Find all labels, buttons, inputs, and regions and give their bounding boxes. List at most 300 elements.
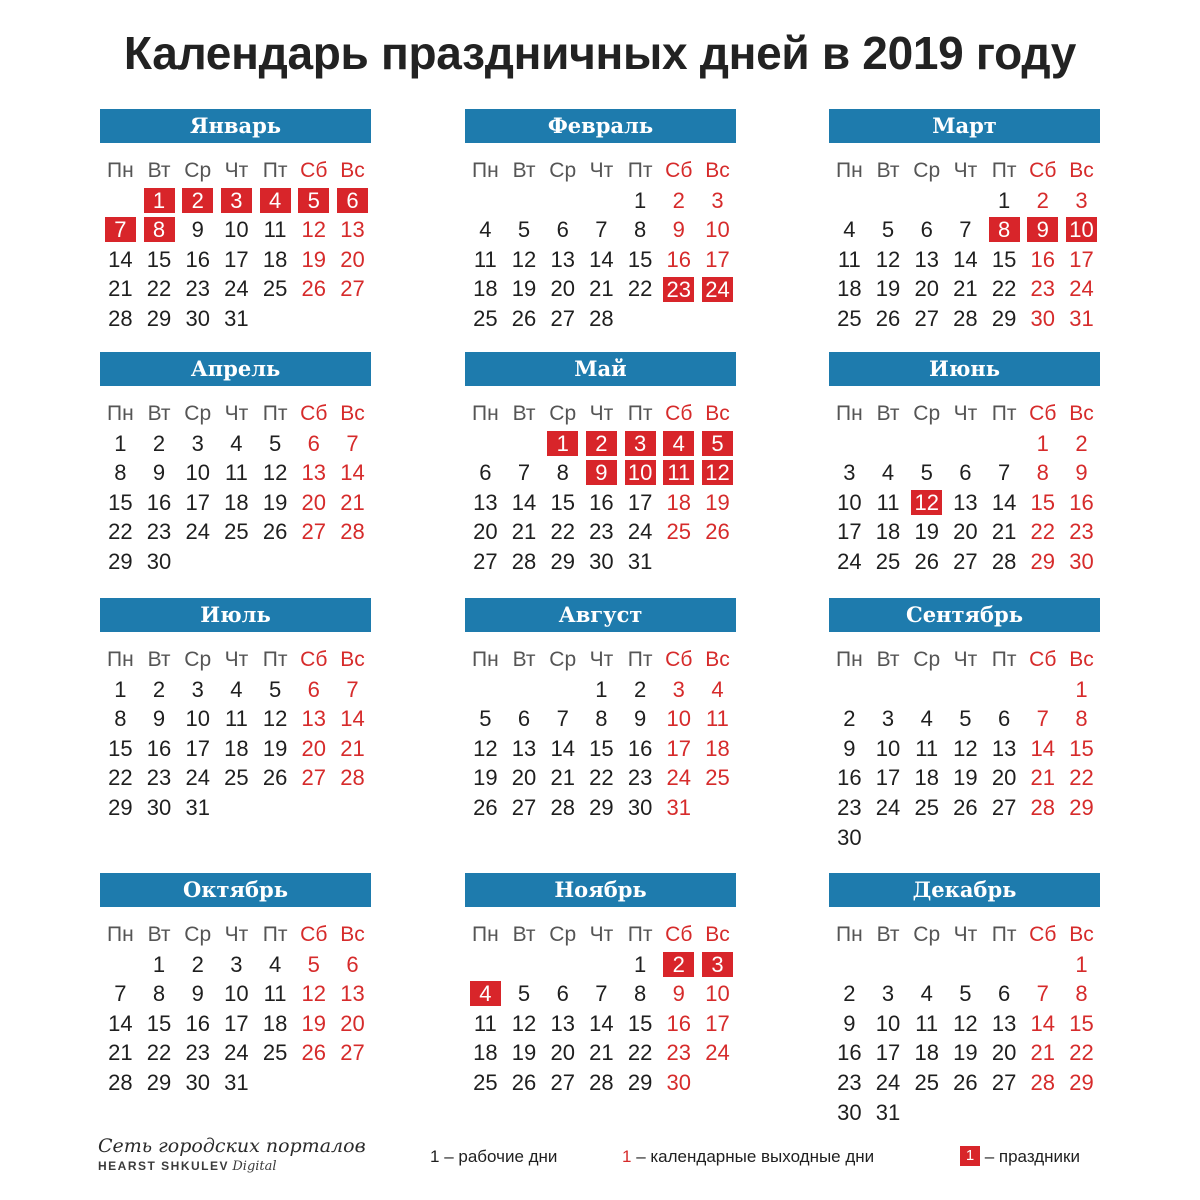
- weekend-day: 14: [340, 706, 365, 732]
- work-day: 8: [633, 217, 647, 243]
- work-day: 20: [991, 765, 1017, 791]
- weekend-day: 15: [1069, 735, 1094, 761]
- weekday-label: Ср: [913, 923, 941, 946]
- month-title: Август: [465, 598, 736, 632]
- empty-cell: [101, 186, 140, 216]
- weekend-day: 2: [1075, 430, 1088, 456]
- legend-weekend-label: – календарные выходные дни: [631, 1147, 875, 1166]
- weekend-day: 26: [301, 276, 327, 302]
- holiday-day: 4: [466, 979, 505, 1009]
- work-day: 17: [875, 765, 901, 791]
- work-day: 15: [627, 246, 653, 272]
- work-day: 5: [881, 217, 895, 243]
- work-day: 25: [262, 276, 288, 302]
- weekend-day: 30: [666, 1069, 692, 1095]
- weekday-label: Чт: [953, 923, 978, 946]
- work-day: 19: [953, 765, 978, 791]
- month-title: Май: [465, 352, 736, 386]
- work-day: 5: [268, 430, 282, 456]
- work-day: 29: [627, 1069, 653, 1095]
- weekday-label: Ср: [549, 159, 577, 182]
- work-day: 2: [152, 430, 166, 456]
- work-day: 14: [953, 246, 978, 272]
- work-day: 27: [914, 305, 939, 331]
- weekday-label: Пн: [106, 402, 134, 425]
- holiday-day: 11: [659, 458, 698, 488]
- holiday-day: 3: [698, 950, 737, 980]
- empty-cell: [869, 675, 908, 705]
- weekday-label: Пн: [471, 402, 499, 425]
- work-day: 26: [473, 794, 498, 820]
- work-day: 2: [633, 676, 647, 702]
- work-day: 7: [997, 460, 1011, 486]
- empty-cell: [466, 429, 505, 459]
- work-day: 30: [146, 794, 172, 820]
- work-day: 28: [108, 1069, 133, 1095]
- work-day: 29: [108, 548, 133, 574]
- work-day: 13: [511, 735, 537, 761]
- work-day: 20: [550, 1040, 575, 1066]
- weekend-day: 22: [1069, 1040, 1094, 1066]
- work-day: 4: [230, 676, 243, 702]
- work-day: 7: [556, 706, 569, 732]
- weekend-day: 21: [1030, 1040, 1056, 1066]
- weekend-day: 13: [301, 706, 327, 732]
- work-day: 20: [991, 1040, 1017, 1066]
- work-day: 18: [262, 1010, 288, 1036]
- work-day: 24: [837, 548, 862, 574]
- weekday-label: Чт: [953, 402, 978, 425]
- empty-cell: [907, 186, 946, 216]
- work-day: 14: [108, 1010, 133, 1036]
- holiday-day: 23: [659, 274, 698, 304]
- weekend-day: 19: [301, 1010, 327, 1036]
- work-day: 25: [262, 1040, 288, 1066]
- weekday-label: Пн: [471, 159, 499, 182]
- work-day: 3: [843, 460, 856, 486]
- weekday-label: Вс: [705, 402, 730, 425]
- weekend-day: 3: [672, 676, 685, 702]
- weekend-day: 12: [301, 217, 327, 243]
- work-day: 6: [920, 217, 933, 243]
- empty-cell: [830, 429, 869, 459]
- month-days-grid: [829, 399, 1100, 577]
- work-day: 13: [550, 246, 575, 272]
- work-day: 6: [556, 217, 569, 243]
- weekend-day: 15: [1030, 489, 1056, 515]
- work-day: 20: [550, 276, 575, 302]
- work-day: 17: [224, 1010, 249, 1036]
- work-day: 18: [914, 1040, 939, 1066]
- weekend-day: 29: [1069, 1069, 1094, 1095]
- empty-cell: [466, 950, 505, 980]
- empty-cell: [907, 950, 946, 980]
- work-day: 28: [589, 1069, 614, 1095]
- month-block: [829, 352, 1100, 577]
- work-day: 9: [191, 981, 204, 1007]
- weekday-label: Пн: [106, 923, 134, 946]
- weekend-day: 2: [672, 187, 685, 213]
- weekend-day: 11: [706, 706, 729, 732]
- weekend-day: 16: [1030, 246, 1056, 272]
- weekday-label: Вт: [512, 159, 536, 182]
- work-day: 29: [146, 1069, 172, 1095]
- weekend-day: 26: [705, 519, 730, 545]
- weekday-label: Вт: [147, 402, 171, 425]
- weekend-day: 26: [301, 1040, 327, 1066]
- weekend-day: 9: [1075, 460, 1088, 486]
- weekend-day: 25: [705, 765, 730, 791]
- work-day: 28: [589, 305, 614, 331]
- weekend-day: 9: [672, 981, 685, 1007]
- weekend-day: 20: [340, 1010, 365, 1036]
- weekday-label: Чт: [224, 648, 249, 671]
- weekday-label: Чт: [589, 923, 614, 946]
- work-day: 6: [997, 706, 1011, 732]
- weekend-day: 10: [666, 706, 692, 732]
- weekday-label: Вт: [512, 402, 536, 425]
- work-day: 8: [595, 706, 608, 732]
- weekend-day: 6: [307, 676, 320, 702]
- empty-cell: [869, 429, 908, 459]
- weekend-day: 28: [340, 765, 365, 791]
- weekend-day: 17: [666, 735, 692, 761]
- holiday-day: 2: [582, 429, 621, 459]
- weekday-label: Пн: [835, 402, 863, 425]
- work-day: 5: [959, 706, 972, 732]
- work-day: 16: [146, 735, 172, 761]
- weekend-day: 4: [711, 676, 724, 702]
- weekend-day: 16: [1069, 489, 1094, 515]
- weekday-label: Вт: [876, 923, 900, 946]
- work-day: 22: [108, 765, 133, 791]
- work-day: 26: [875, 305, 901, 331]
- work-day: 3: [191, 676, 204, 702]
- work-day: 22: [991, 276, 1017, 302]
- weekend-day: 16: [666, 1010, 692, 1036]
- weekend-day: 8: [1075, 706, 1088, 732]
- weekend-day: 7: [1036, 981, 1049, 1007]
- work-day: 16: [589, 489, 614, 515]
- weekend-day: 7: [346, 676, 359, 702]
- holiday-day: 24: [698, 274, 737, 304]
- weekday-label: Чт: [589, 648, 614, 671]
- work-day: 17: [185, 735, 210, 761]
- month-block: [100, 598, 371, 823]
- month-days-grid: [829, 645, 1100, 852]
- weekday-label: Пт: [627, 923, 653, 946]
- work-day: 22: [146, 276, 172, 302]
- weekday-label: Ср: [549, 402, 577, 425]
- work-day: 19: [511, 276, 537, 302]
- work-day: 14: [589, 246, 614, 272]
- work-day: 7: [595, 217, 608, 243]
- work-day: 23: [185, 276, 210, 302]
- work-day: 24: [224, 1040, 249, 1066]
- weekday-label: Пт: [262, 923, 288, 946]
- weekday-label: Пн: [471, 648, 499, 671]
- work-day: 2: [152, 676, 166, 702]
- work-day: 27: [550, 305, 575, 331]
- weekday-label: Вт: [876, 648, 900, 671]
- work-day: 20: [511, 765, 537, 791]
- work-day: 22: [146, 1040, 172, 1066]
- work-day: 21: [953, 276, 978, 302]
- weekend-day: 28: [340, 519, 365, 545]
- weekday-label: Сб: [300, 402, 328, 425]
- holiday-day: 9: [582, 458, 621, 488]
- logo-sub-text: [98, 1159, 338, 1174]
- weekday-label: Пт: [627, 648, 653, 671]
- work-day: 4: [843, 217, 856, 243]
- work-day: 16: [837, 765, 862, 791]
- work-day: 14: [991, 489, 1017, 515]
- weekday-label: Вс: [1069, 923, 1094, 946]
- month-days-grid: [465, 156, 736, 334]
- weekend-day: 3: [711, 187, 724, 213]
- work-day: 21: [511, 519, 537, 545]
- weekday-label: Чт: [953, 648, 978, 671]
- weekday-label: Сб: [300, 648, 328, 671]
- weekend-day: 24: [705, 1040, 730, 1066]
- work-day: 2: [843, 706, 856, 732]
- month-days-grid: [829, 156, 1100, 334]
- work-day: 3: [230, 951, 243, 977]
- legend-holiday-number: 1: [960, 1146, 980, 1166]
- work-day: 11: [915, 735, 939, 761]
- work-day: 30: [589, 548, 614, 574]
- work-day: 10: [185, 706, 210, 732]
- work-day: 15: [589, 735, 614, 761]
- work-day: 13: [914, 246, 939, 272]
- weekend-day: 8: [1075, 981, 1088, 1007]
- logo-main-text: Сеть городских порталов: [98, 1135, 366, 1157]
- work-day: 18: [914, 765, 939, 791]
- work-day: 21: [550, 765, 575, 791]
- work-day: 14: [511, 489, 537, 515]
- month-block: [100, 873, 371, 1098]
- weekday-label: Ср: [913, 648, 941, 671]
- work-day: 18: [473, 276, 498, 302]
- work-day: 1: [595, 676, 608, 702]
- holiday-day: 4: [256, 186, 295, 216]
- weekend-day: 20: [301, 735, 327, 761]
- work-day: 6: [556, 981, 569, 1007]
- work-day: 9: [843, 1010, 856, 1036]
- weekend-day: 12: [301, 981, 327, 1007]
- month-block: [829, 598, 1100, 852]
- empty-cell: [582, 186, 621, 216]
- weekend-day: 2: [1036, 187, 1049, 213]
- weekend-day: 27: [340, 1040, 365, 1066]
- empty-cell: [869, 950, 908, 980]
- weekday-label: Сб: [665, 648, 693, 671]
- work-day: 12: [511, 1010, 537, 1036]
- weekday-label: Вс: [705, 923, 730, 946]
- holiday-day: 5: [294, 186, 333, 216]
- weekday-label: Сб: [665, 402, 693, 425]
- work-day: 12: [511, 246, 537, 272]
- weekday-label: Чт: [224, 402, 249, 425]
- weekday-label: Вт: [147, 648, 171, 671]
- weekend-day: 23: [1069, 519, 1094, 545]
- work-day: 14: [108, 246, 133, 272]
- work-day: 14: [589, 1010, 614, 1036]
- work-day: 18: [262, 246, 288, 272]
- work-day: 6: [997, 981, 1011, 1007]
- work-day: 28: [991, 548, 1017, 574]
- empty-cell: [985, 675, 1024, 705]
- work-day: 25: [914, 794, 939, 820]
- weekend-day: 27: [301, 519, 327, 545]
- weekday-label: Вс: [340, 159, 365, 182]
- month-block: [465, 598, 736, 823]
- weekend-day: 17: [1069, 246, 1094, 272]
- holiday-day: 3: [621, 429, 660, 459]
- work-day: 5: [517, 981, 531, 1007]
- work-day: 9: [633, 706, 647, 732]
- weekday-label: Пт: [991, 923, 1017, 946]
- weekend-day: 24: [1069, 276, 1094, 302]
- empty-cell: [907, 675, 946, 705]
- work-day: 10: [875, 1010, 901, 1036]
- weekend-day: 27: [340, 276, 365, 302]
- month-block: [829, 873, 1100, 1127]
- work-day: 29: [550, 548, 575, 574]
- weekend-day: 10: [705, 981, 730, 1007]
- work-day: 18: [837, 276, 862, 302]
- work-day: 9: [152, 460, 166, 486]
- weekday-label: Пн: [471, 923, 499, 946]
- weekend-day: 24: [666, 765, 692, 791]
- weekday-label: Ср: [549, 923, 577, 946]
- work-day: 12: [473, 735, 498, 761]
- work-day: 25: [837, 305, 862, 331]
- work-day: 11: [224, 706, 248, 732]
- weekday-label: Сб: [1029, 648, 1057, 671]
- holiday-day: 10: [621, 458, 660, 488]
- work-day: 30: [146, 548, 172, 574]
- work-day: 5: [268, 676, 282, 702]
- work-day: 17: [185, 489, 210, 515]
- month-days-grid: [465, 399, 736, 577]
- empty-cell: [830, 186, 869, 216]
- work-day: 3: [881, 706, 895, 732]
- weekday-label: Вс: [340, 648, 365, 671]
- work-day: 4: [268, 951, 282, 977]
- month-title: Февраль: [465, 109, 736, 143]
- work-day: 7: [517, 460, 531, 486]
- work-day: 31: [224, 305, 249, 331]
- weekend-day: 22: [1069, 765, 1094, 791]
- weekday-label: Вс: [1069, 648, 1094, 671]
- work-day: 15: [146, 1010, 172, 1036]
- work-day: 12: [953, 735, 978, 761]
- weekday-label: Вс: [340, 402, 365, 425]
- weekend-day: 21: [340, 489, 365, 515]
- empty-cell: [582, 950, 621, 980]
- work-day: 1: [114, 430, 127, 456]
- work-day: 25: [473, 1069, 498, 1095]
- work-day: 20: [953, 519, 978, 545]
- work-day: 11: [837, 246, 861, 272]
- weekend-day: 6: [307, 430, 320, 456]
- empty-cell: [543, 186, 582, 216]
- empty-cell: [985, 950, 1024, 980]
- empty-cell: [946, 675, 985, 705]
- weekend-day: 25: [666, 519, 692, 545]
- holiday-day: 12: [698, 458, 737, 488]
- work-day: 31: [185, 794, 210, 820]
- work-day: 2: [191, 951, 204, 977]
- work-day: 15: [146, 246, 172, 272]
- weekend-day: 22: [1030, 519, 1056, 545]
- weekend-day: 1: [1075, 951, 1088, 977]
- weekend-day: 20: [301, 489, 327, 515]
- work-day: 30: [837, 824, 862, 850]
- weekday-label: Пн: [106, 648, 134, 671]
- work-day: 16: [146, 489, 172, 515]
- work-day: 12: [875, 246, 901, 272]
- work-day: 23: [837, 794, 862, 820]
- weekday-label: Сб: [1029, 402, 1057, 425]
- empty-cell: [505, 675, 544, 705]
- work-day: 25: [914, 1069, 939, 1095]
- work-day: 5: [959, 981, 972, 1007]
- weekend-day: 18: [666, 489, 692, 515]
- work-day: 19: [953, 1040, 978, 1066]
- empty-cell: [543, 675, 582, 705]
- work-day: 8: [556, 460, 569, 486]
- work-day: 19: [262, 489, 288, 515]
- month-block: [465, 873, 736, 1098]
- month-days-grid: [465, 645, 736, 823]
- weekend-day: 3: [1075, 187, 1088, 213]
- month-block: [100, 352, 371, 577]
- holiday-day: 5: [698, 429, 737, 459]
- work-day: 19: [473, 765, 498, 791]
- weekend-day: 28: [1030, 1069, 1056, 1095]
- weekday-label: Сб: [665, 923, 693, 946]
- work-day: 20: [914, 276, 939, 302]
- weekend-day: 14: [340, 460, 365, 486]
- work-day: 23: [627, 765, 653, 791]
- work-day: 8: [114, 460, 127, 486]
- weekend-day: 6: [346, 951, 359, 977]
- work-day: 5: [920, 460, 933, 486]
- weekday-label: Пн: [835, 159, 863, 182]
- empty-cell: [1023, 950, 1062, 980]
- empty-cell: [505, 950, 544, 980]
- work-day: 15: [550, 489, 575, 515]
- weekend-day: 17: [705, 246, 730, 272]
- weekday-label: Пт: [991, 648, 1017, 671]
- weekend-day: 28: [1030, 794, 1056, 820]
- holiday-day: 9: [1023, 215, 1062, 245]
- weekend-day: 13: [340, 981, 365, 1007]
- work-day: 31: [224, 1069, 249, 1095]
- empty-cell: [505, 186, 544, 216]
- weekday-label: Пт: [262, 648, 288, 671]
- work-day: 3: [191, 430, 204, 456]
- weekday-label: Сб: [1029, 923, 1057, 946]
- weekend-day: 8: [1036, 460, 1049, 486]
- weekend-day: 23: [1030, 276, 1056, 302]
- month-title: Сентябрь: [829, 598, 1100, 632]
- work-day: 29: [991, 305, 1017, 331]
- publisher-logo: [98, 1135, 366, 1174]
- month-block: [465, 352, 736, 577]
